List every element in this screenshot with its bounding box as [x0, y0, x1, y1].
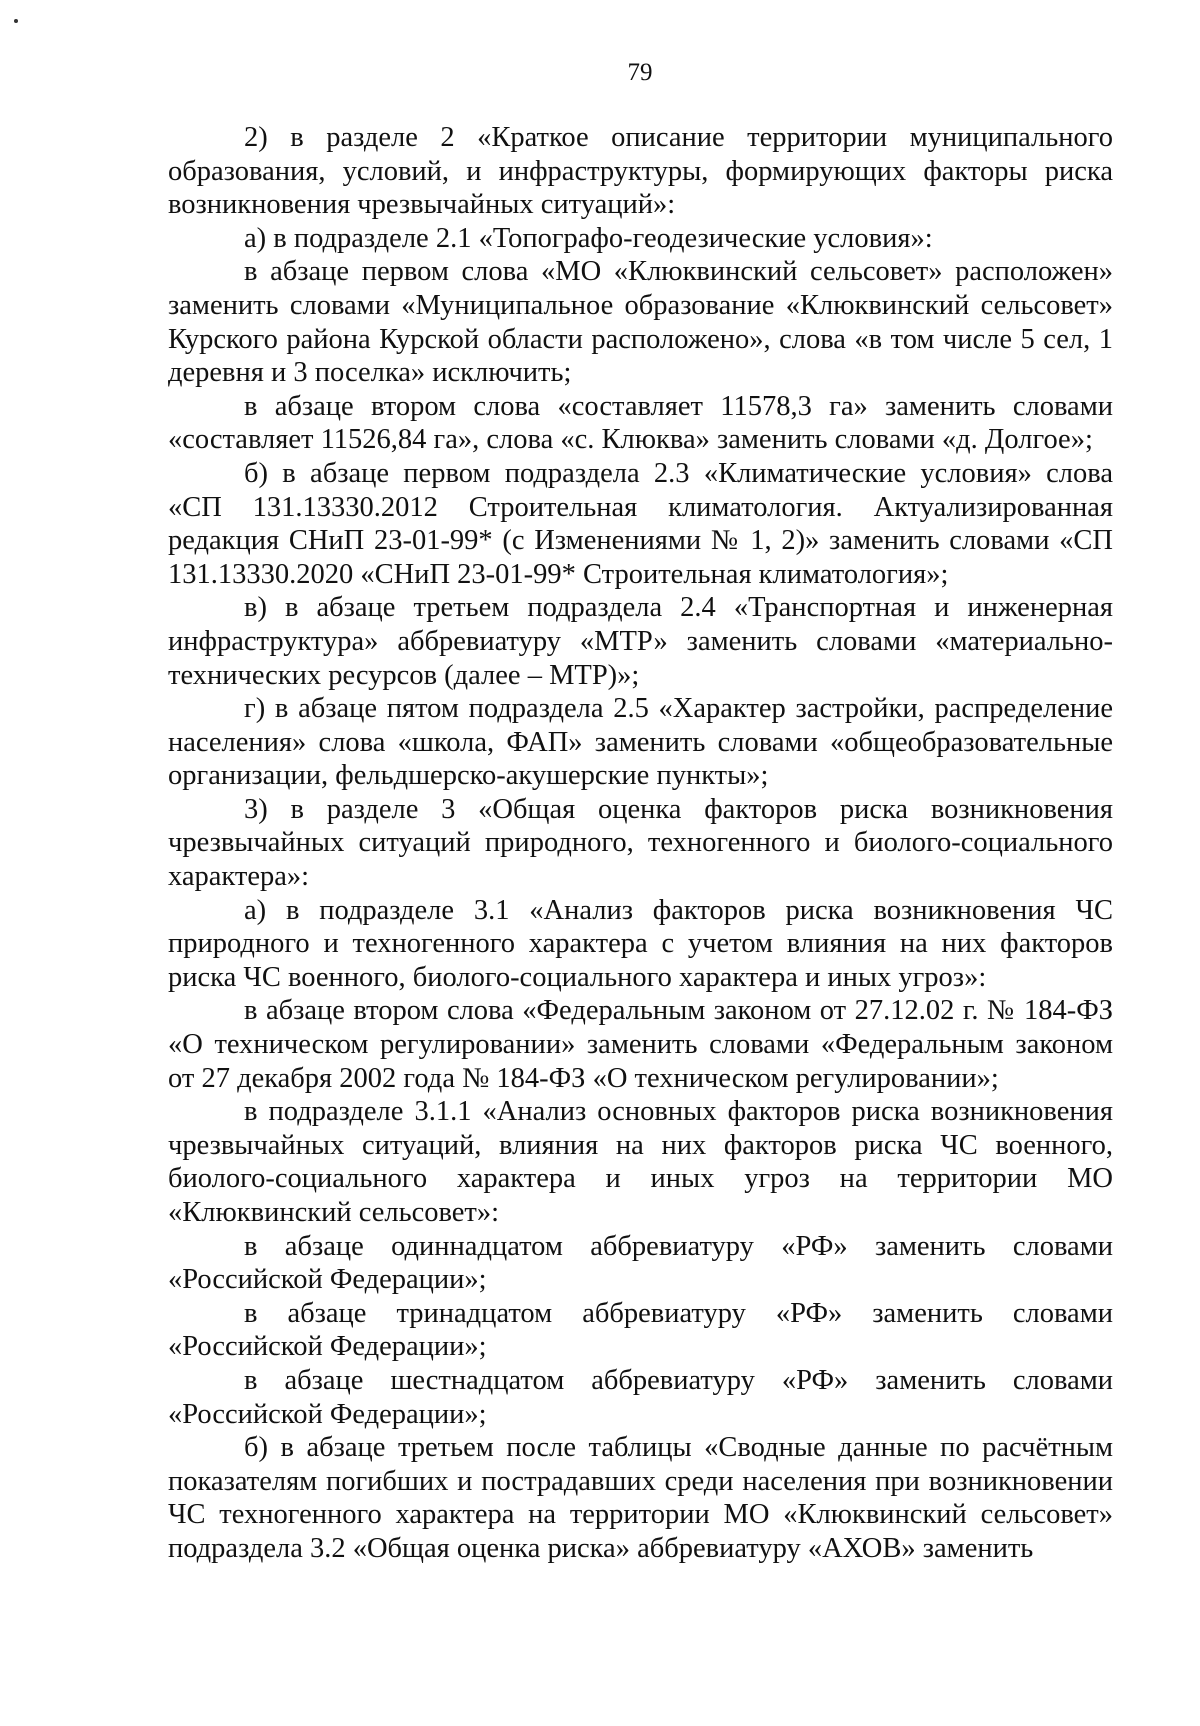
scan-speck	[14, 19, 18, 23]
paragraph: 3) в разделе 3 «Общая оценка факторов риска возникновения чрезвычайных ситуаций природного, техногенного и биолого-социального характера»:	[168, 793, 1113, 893]
paragraph: в абзаце втором слова «составляет 11578,3 га» заменить словами «составляет 11526,84 га», слова «с. Клюква» заменить словами «д. Долгое»;	[168, 390, 1113, 456]
paragraph: б) в абзаце третьем после таблицы «Сводные данные по расчётным показателям погибших и пострадавших среди населения при возникновении ЧС техногенного характера на территории МО «Клюквинский сельсовет» подраздела 3.2 «Общая оценка риска» аббревиатуру «АХОВ» заменить	[168, 1432, 1113, 1564]
paragraph: в абзаце шестнадцатом аббревиатуру «РФ» заменить словами «Российской Федерации»;	[168, 1364, 1113, 1430]
page-number: 79	[627, 59, 653, 86]
paragraph: г) в абзаце пятом подраздела 2.5 «Характер застройки, распределение населения» слова «школа, ФАП» заменить словами «общеобразовательные организации, фельдшерско-акушерские пункты»;	[168, 693, 1113, 792]
paragraph: в подразделе 3.1.1 «Анализ основных факторов риска возникновения чрезвычайных ситуаций, влияния на них факторов риска ЧС военного, биолого-социального характера и иных угроз на территории МО «Клюквинский сельсовет»:	[168, 1096, 1113, 1228]
paragraph: а) в подразделе 3.1 «Анализ факторов риска возникновения ЧС природного и техногенного характера с учетом влияния на них факторов риска ЧС военного, биолого-социального характера и иных угроз»:	[168, 894, 1113, 993]
paragraph: в) в абзаце третьем подраздела 2.4 «Транспортная и инженерная инфраструктура» аббревиатуру «МТР» заменить словами «материально-технических ресурсов (далее – МТР)»;	[168, 592, 1113, 691]
paragraph: в абзаце первом слова «МО «Клюквинский сельсовет» расположен» заменить словами «Муниципальное образование «Клюквинский сельсовет» Курского района Курской области расположено», слова «в том числе 5 сел, 1 деревня и 3 поселка» исключить;	[168, 256, 1113, 389]
paragraph: а) в подразделе 2.1 «Топографо-геодезические условия»:	[244, 222, 933, 254]
paragraph: в абзаце тринадцатом аббревиатуру «РФ» заменить словами «Российской Федерации»;	[168, 1297, 1113, 1363]
paragraph: в абзаце втором слова «Федеральным законом от 27.12.02 г. № 184-ФЗ «О техническом регулировании» заменить словами «Федеральным законом от 27 декабря 2002 года № 184-ФЗ «О техническом регулировании»;	[168, 995, 1113, 1094]
paragraph: в абзаце одиннадцатом аббревиатуру «РФ» заменить словами «Российской Федерации»;	[168, 1230, 1113, 1296]
paragraph: б) в абзаце первом подраздела 2.3 «Климатические условия» слова «СП 131.13330.2012 Строительная климатология. Актуализированная редакция СНиП 23-01-99* (с Изменениями № 1, 2)» заменить словами «СП 131.13330.2020 «СНиП 23-01-99* Строительная климатология»;	[168, 457, 1113, 590]
document-body	[168, 121, 1113, 1566]
paragraph: 2) в разделе 2 «Краткое описание территории муниципального образования, условий, и инфраструктуры, формирующих факторы риска возникновения чрезвычайных ситуаций»:	[168, 122, 1113, 221]
